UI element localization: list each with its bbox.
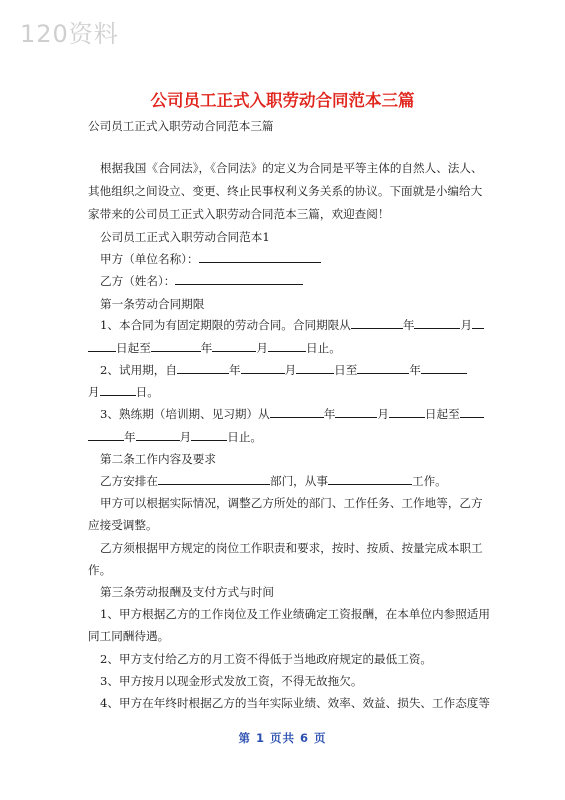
- article-3-item-1-line-2: 同工同酬待遇。: [88, 629, 170, 643]
- party-a-label: 甲方（单位名称）：: [100, 252, 199, 266]
- text: 年: [409, 363, 421, 377]
- text: 1、本合同为有固定期限的劳动合同。合同期限从: [100, 318, 351, 332]
- article-1-item-2-line-1: [100, 362, 467, 378]
- department-blank: [158, 473, 270, 485]
- intro-line-3: 家带来的公司员工正式入职劳动合同范本三篇，欢迎查阅！: [88, 207, 390, 221]
- article-1-item-1-line-2: [88, 340, 341, 356]
- text: 月: [460, 318, 473, 332]
- blank: [212, 340, 256, 352]
- party-a-blank: [199, 251, 321, 263]
- article-2-para-1: [100, 473, 447, 489]
- article-3-item-4: 4、甲方在年终时根据乙方的当年实际业绩、效率、效益、损失、工作态度等: [100, 696, 490, 710]
- text: 部门，从事: [269, 474, 328, 488]
- article-2-para-3-line-1: 乙方须根据甲方规定的岗位工作职责和要求，按时、按质、按量完成本职工: [100, 541, 483, 555]
- text: 日。: [135, 385, 159, 399]
- blank: [414, 317, 460, 329]
- text: 日止。: [227, 430, 263, 444]
- text: 年: [323, 407, 336, 421]
- document-subtitle: 公司员工正式入职劳动合同范本三篇: [88, 119, 274, 133]
- text: 日至: [334, 363, 358, 377]
- party-b-line: [100, 273, 303, 289]
- blank: [389, 406, 425, 418]
- blank: [351, 317, 403, 329]
- blank: [88, 340, 116, 352]
- blank: [357, 362, 409, 374]
- text: 乙方安排在: [100, 474, 158, 488]
- article-2-para-2-line-2: 应接受调整。: [88, 518, 158, 532]
- article-1-item-1-line-1: [100, 317, 484, 333]
- blank: [460, 406, 484, 418]
- document-title: 公司员工正式入职劳动合同范本三篇: [150, 91, 415, 110]
- page-footer: 第 1 页共 6 页: [238, 731, 327, 745]
- party-b-blank: [175, 273, 303, 285]
- article-1-item-3-line-1: [100, 406, 484, 422]
- text: 3、熟练期（培训期、见习期）从: [100, 407, 270, 421]
- article-3-heading: 第三条劳动报酬及支付方式与时间: [100, 585, 274, 599]
- text: 月: [377, 407, 389, 421]
- text: 年: [402, 318, 415, 332]
- article-3-item-3: 3、甲方按月以现金形式发放工资，不得无故拖欠。: [100, 674, 363, 688]
- party-a-line: [100, 251, 321, 267]
- text: 日止。: [306, 341, 341, 355]
- text: 工作。: [411, 474, 447, 488]
- article-3-item-2: 2、甲方支付给乙方的月工资不得低于当地政府规定的最低工资。: [100, 652, 433, 666]
- job-blank: [328, 473, 412, 485]
- intro-line-2: 其他组织之间设立、变更、终止民事权利义务关系的协议。下面就是小编给大: [88, 184, 483, 198]
- text: 日起至: [424, 407, 460, 421]
- text: 年: [200, 341, 213, 355]
- blank: [421, 362, 467, 374]
- blank: [88, 429, 124, 441]
- blank: [191, 429, 227, 441]
- blank: [335, 406, 377, 418]
- text: 年: [124, 430, 136, 444]
- article-1-item-2-line-2: [88, 384, 159, 400]
- text: 月: [88, 385, 100, 399]
- blank: [177, 362, 229, 374]
- article-2-para-2-line-1: 甲方可以根据实际情况，调整乙方所处的部门、工作任务、工作地等，乙方: [100, 496, 483, 510]
- blank: [151, 340, 201, 352]
- text: 月: [256, 341, 269, 355]
- blank: [472, 317, 484, 329]
- text: 2、试用期，自: [100, 363, 177, 377]
- article-2-para-3-line-2: 作。: [88, 563, 112, 577]
- text: 年: [228, 363, 241, 377]
- article-1-heading: 第一条劳动合同期限: [100, 297, 205, 311]
- text: 月: [284, 363, 297, 377]
- blank: [296, 362, 334, 374]
- blank: [268, 340, 306, 352]
- blank: [136, 429, 180, 441]
- blank: [100, 384, 136, 396]
- contract-heading: 公司员工正式入职劳动合同范本1: [100, 230, 270, 244]
- intro-line-1: 根据我国《合同法》，《合同法》的定义为合同是平等主体的自然人、法人、: [100, 161, 483, 175]
- blank: [241, 362, 285, 374]
- watermark-logo: 120资料: [20, 20, 119, 48]
- article-2-heading: 第二条工作内容及要求: [100, 452, 216, 466]
- text: 月: [179, 430, 192, 444]
- article-1-item-3-line-2: [88, 429, 262, 445]
- article-3-item-1-line-1: 1、甲方根据乙方的工作岗位及工作业绩确定工资报酬，在本单位内参照适用: [100, 607, 490, 621]
- text: 日起至: [116, 341, 151, 355]
- blank: [270, 406, 324, 418]
- party-b-label: 乙方（姓名）：: [100, 274, 176, 288]
